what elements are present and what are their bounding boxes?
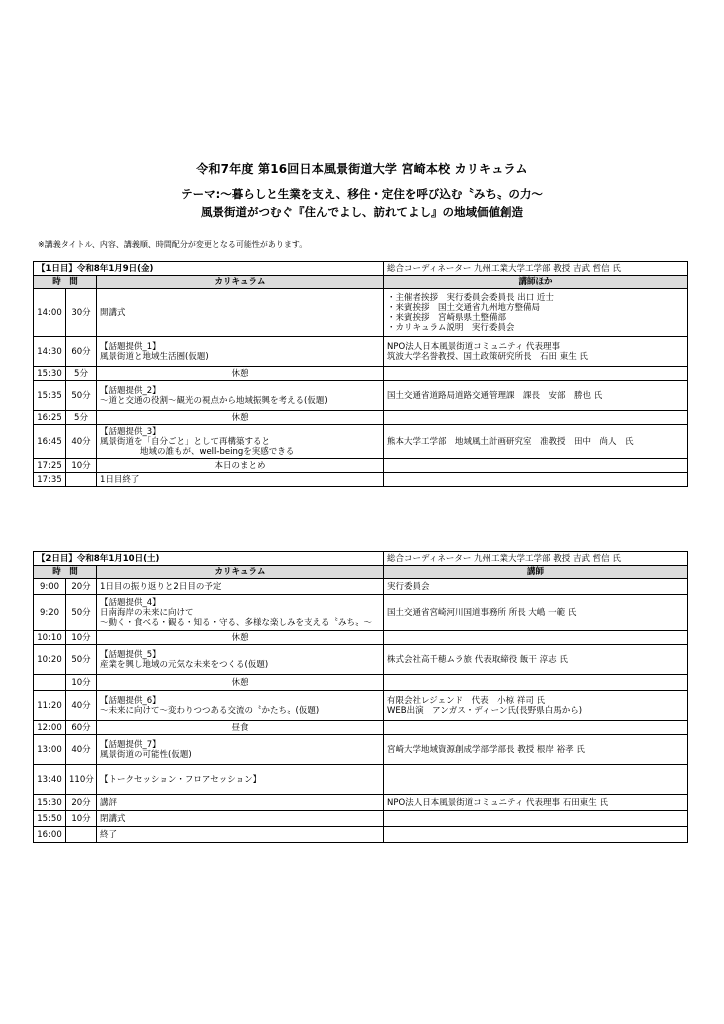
duration-cell: 60分 (66, 721, 97, 735)
curriculum-line: 休憩 (231, 632, 249, 643)
curriculum-line: 講評 (100, 797, 118, 808)
duration-cell: 50分 (66, 595, 97, 631)
curriculum-cell (97, 691, 384, 721)
curriculum-line: ～未来に向けて～変わりつつある交流の〝かたち〟(仮題) (100, 705, 320, 716)
schedule-row (34, 425, 688, 459)
curriculum-line: 風景街道を「自分ごと」として再構築すると (100, 436, 271, 447)
duration-cell: 5分 (66, 367, 97, 381)
theme-line-1: テーマ:～暮らしと生業を支え、移住・定住を呼び込む〝みち〟の力～ (181, 187, 543, 201)
time-cell: 15:50 (34, 811, 66, 827)
curriculum-cell (97, 579, 384, 595)
day2-schedule-table (33, 551, 688, 843)
lecturer-line: ・来賓挨拶 国土交通省九州地方整備局 (387, 302, 541, 313)
schedule-row (34, 795, 688, 811)
curriculum-cell (97, 827, 384, 843)
curriculum-line: 休憩 (231, 677, 249, 688)
col-curriculum-header: カリキュラム (97, 566, 384, 579)
lecturer-cell (384, 827, 688, 843)
duration-cell: 10分 (66, 631, 97, 645)
lecturer-cell (384, 631, 688, 645)
col-curriculum-header: カリキュラム (97, 276, 384, 289)
curriculum-cell (97, 721, 384, 735)
lecturer-line: 株式会社高千穂ムラ旅 代表取締役 飯干 淳志 氏 (387, 654, 568, 665)
time-cell: 17:25 (34, 459, 66, 473)
lecturer-cell (384, 735, 688, 765)
time-cell: 10:20 (34, 645, 66, 675)
lecturer-line: ・カリキュラム説明 実行委員会 (387, 322, 515, 333)
duration-cell: 5分 (66, 411, 97, 425)
curriculum-line: 【話題提供_1】 (100, 341, 161, 352)
time-cell: 12:00 (34, 721, 66, 735)
coordinator: 総合コーディネーター 九州工業大学工学部 教授 吉武 哲信 氏 (384, 262, 688, 276)
curriculum-line: 地域の誰もが、well-beingを実感できる (140, 446, 295, 457)
change-note: ※講義タイトル、内容、講義順、時間配分が変更となる可能性があります。 (38, 240, 308, 249)
lecturer-cell (384, 337, 688, 367)
day-header-row (34, 262, 688, 276)
schedule-row (34, 765, 688, 795)
curriculum-line: 風景街道と地域生活圏(仮題) (100, 351, 209, 362)
curriculum-cell (97, 735, 384, 765)
lecturer-line: 筑波大学名誉教授、国土政策研究所長 石田 東生 氏 (387, 351, 588, 362)
curriculum-line: 【トークセッション・フロアセッション】 (100, 774, 262, 785)
col-lecturer-header: 講師 (384, 566, 688, 579)
day1-schedule-table (33, 261, 688, 487)
lecturer-cell (384, 459, 688, 473)
curriculum-line: 閉講式 (100, 813, 126, 824)
curriculum-cell (97, 425, 384, 459)
schedule-row (34, 631, 688, 645)
time-cell: 13:40 (34, 765, 66, 795)
curriculum-line: 昼食 (231, 722, 249, 733)
time-cell: 13:00 (34, 735, 66, 765)
duration-cell: 50分 (66, 381, 97, 411)
curriculum-line: 本日のまとめ (214, 460, 266, 471)
schedule-row (34, 473, 688, 487)
lecturer-line: 国土交通省宮崎河川国道事務所 所長 大嶋 一範 氏 (387, 607, 577, 618)
curriculum-line: 【話題提供_5】 (100, 649, 161, 660)
time-cell: 9:00 (34, 579, 66, 595)
lecturer-cell (384, 721, 688, 735)
lecturer-line: NPO法人日本風景街道コミュニティ 代表理事 (387, 341, 561, 352)
lecturer-cell (384, 425, 688, 459)
curriculum-line: 休憩 (231, 368, 249, 379)
lecturer-cell (384, 645, 688, 675)
duration-cell: 10分 (66, 811, 97, 827)
curriculum-cell (97, 337, 384, 367)
curriculum-cell (97, 595, 384, 631)
curriculum-line: 日南海岸の未来に向けて (100, 607, 194, 618)
lecturer-line: ・来賓挨拶 宮崎県県土整備部 (387, 312, 507, 323)
schedule-row (34, 289, 688, 337)
duration-cell: 10分 (66, 675, 97, 691)
time-cell: 10:10 (34, 631, 66, 645)
duration-cell: 40分 (66, 691, 97, 721)
curriculum-line: 開講式 (100, 307, 126, 318)
lecturer-cell (384, 765, 688, 795)
schedule-row (34, 381, 688, 411)
lecturer-line: 国土交通省道路局道路交通管理課 課長 安部 勝也 氏 (387, 390, 603, 401)
curriculum-cell (97, 645, 384, 675)
duration-cell: 60分 (66, 337, 97, 367)
time-cell: 15:30 (34, 367, 66, 381)
duration-cell: 40分 (66, 735, 97, 765)
time-cell: 11:20 (34, 691, 66, 721)
schedule-row (34, 367, 688, 381)
duration-cell (66, 473, 97, 487)
schedule-row (34, 735, 688, 765)
curriculum-cell (97, 367, 384, 381)
duration-cell: 20分 (66, 579, 97, 595)
lecturer-cell (384, 411, 688, 425)
curriculum-cell (97, 795, 384, 811)
time-cell: 16:00 (34, 827, 66, 843)
lecturer-line: 実行委員会 (387, 581, 430, 592)
curriculum-cell (97, 459, 384, 473)
lecturer-cell (384, 367, 688, 381)
schedule-row (34, 675, 688, 691)
schedule-row (34, 645, 688, 675)
day-label: 【2日目】令和8年1月10日(土) (34, 552, 384, 566)
curriculum-line: 【話題提供_2】 (100, 385, 161, 396)
duration-cell: 30分 (66, 289, 97, 337)
curriculum-cell (97, 473, 384, 487)
curriculum-line: 【話題提供_3】 (100, 426, 161, 437)
lecturer-line: 宮崎大学地域資源創成学部学部長 教授 根岸 裕孝 氏 (387, 744, 585, 755)
schedule-row (34, 459, 688, 473)
curriculum-line: 風景街道の可能性(仮題) (100, 749, 192, 760)
curriculum-cell (97, 765, 384, 795)
time-cell: 15:35 (34, 381, 66, 411)
curriculum-line: 1日目の振り返りと2日目の予定 (100, 581, 222, 592)
schedule-row (34, 595, 688, 631)
duration-cell (66, 827, 97, 843)
page-title: 令和7年度 第16回日本風景街道大学 宮崎本校 カリキュラム (196, 162, 528, 176)
schedule-row (34, 411, 688, 425)
time-cell: 16:45 (34, 425, 66, 459)
schedule-row (34, 721, 688, 735)
duration-cell: 50分 (66, 645, 97, 675)
curriculum-line: 【話題提供_7】 (100, 739, 161, 750)
lecturer-cell (384, 381, 688, 411)
time-cell: 17:35 (34, 473, 66, 487)
lecturer-cell (384, 579, 688, 595)
lecturer-cell (384, 691, 688, 721)
curriculum-cell (97, 811, 384, 827)
curriculum-line: 【話題提供_4】 (100, 597, 161, 608)
lecturer-cell (384, 675, 688, 691)
lecturer-line: ・主催者挨拶 実行委員会委員長 出口 近士 (387, 292, 554, 303)
lecturer-line: 熊本大学工学部 地域風土計画研究室 准教授 田中 尚人 氏 (387, 436, 634, 447)
curriculum-line: 1日目終了 (100, 474, 140, 485)
curriculum-line: 休憩 (231, 412, 249, 423)
day-header-row (34, 552, 688, 566)
curriculum-line: ～動く・食べる・観る・知る・守る、多様な楽しみを支える〝みち〟～ (100, 617, 373, 628)
time-cell: 16:25 (34, 411, 66, 425)
column-header-row (34, 566, 688, 579)
lecturer-line: 有限会社レジェンド 代表 小椋 祥司 氏 (387, 695, 546, 706)
lecturer-line: NPO法人日本風景街道コミュニティ 代表理事 石田東生 氏 (387, 797, 608, 808)
curriculum-line: 【話題提供_6】 (100, 695, 161, 706)
theme-line-2: 風景街道がつむぐ『住んでよし、訪れてよし』の地域価値創造 (201, 205, 523, 219)
time-cell: 9:20 (34, 595, 66, 631)
lecturer-cell (384, 595, 688, 631)
curriculum-cell (97, 411, 384, 425)
duration-cell: 40分 (66, 425, 97, 459)
time-cell: 14:30 (34, 337, 66, 367)
col-lecturer-header: 講師ほか (384, 276, 688, 289)
curriculum-cell (97, 631, 384, 645)
curriculum-cell (97, 289, 384, 337)
lecturer-line: WEB出演 アンガス・ディーン氏(長野県白馬から) (387, 705, 583, 716)
lecturer-cell (384, 795, 688, 811)
curriculum-line: 産業を興し地域の元気な未来をつくる(仮題) (100, 659, 269, 670)
lecturer-cell (384, 289, 688, 337)
schedule-row (34, 827, 688, 843)
curriculum-line: 終了 (100, 829, 118, 840)
schedule-row (34, 811, 688, 827)
lecturer-cell (384, 473, 688, 487)
schedule-row (34, 691, 688, 721)
col-time-header: 時 間 (34, 566, 97, 579)
time-cell (34, 675, 66, 691)
duration-cell: 10分 (66, 459, 97, 473)
time-cell: 14:00 (34, 289, 66, 337)
col-time-header: 時 間 (34, 276, 97, 289)
day-label: 【1日目】令和8年1月9日(金) (34, 262, 384, 276)
column-header-row (34, 276, 688, 289)
curriculum-line: ～道と交通の役割～観光の視点から地域振興を考える(仮題) (100, 395, 328, 406)
curriculum-cell (97, 381, 384, 411)
duration-cell: 20分 (66, 795, 97, 811)
duration-cell: 110分 (66, 765, 97, 795)
time-cell: 15:30 (34, 795, 66, 811)
coordinator: 総合コーディネーター 九州工業大学工学部 教授 吉武 哲信 氏 (384, 552, 688, 566)
curriculum-cell (97, 675, 384, 691)
schedule-row (34, 579, 688, 595)
lecturer-cell (384, 811, 688, 827)
schedule-row (34, 337, 688, 367)
